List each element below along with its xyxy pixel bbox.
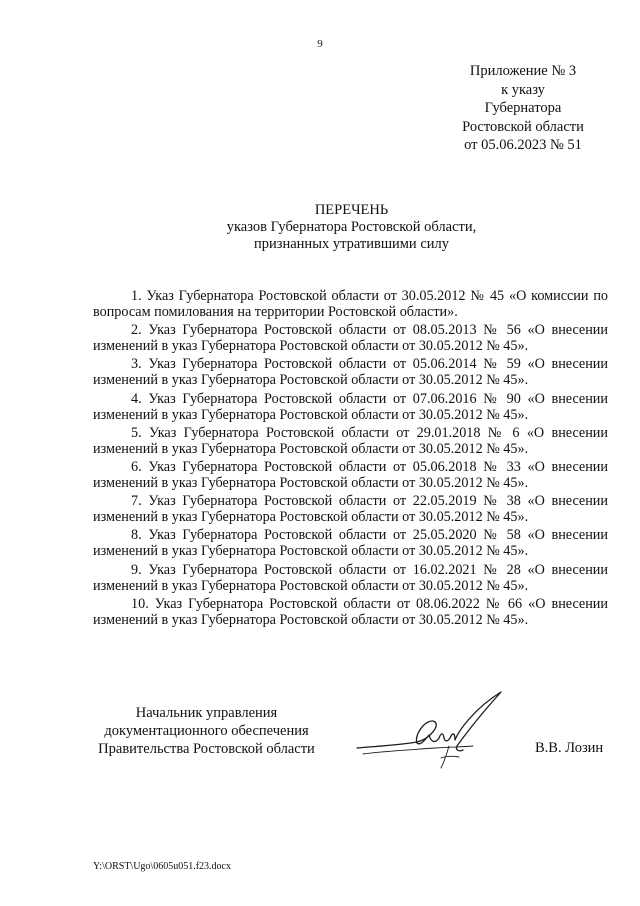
position-line: Начальник управления [135, 705, 278, 721]
position-line: документационного обеспечения [104, 723, 309, 739]
signer-name: В.В. Лозин [535, 740, 604, 756]
list-item: 6. Указ Губернатора Ростовской области от 05.06.2018 № 33 «О внесении изменений в указ Губернатора Ростовской области от 30.05.2012 № 45». [93, 458, 608, 492]
list-item: 3. Указ Губернатора Ростовской области от 05.06.2014 № 59 «О внесении изменений в указ Губернатора Ростовской области от 30.05.2012 № 45». [93, 356, 608, 389]
list-item: 10. Указ Губернатора Ростовской области от 08.06.2022 № 66 «О внесении изменений в указ Губернатора Ростовской области от 30.05.2012 № 45». [93, 595, 608, 628]
appendix-line: Ростовской области [462, 118, 584, 135]
list-item: 7. Указ Губернатора Ростовской области от 22.05.2019 № 38 «О внесении изменений в указ Губернатора Ростовской области от 30.05.2012 № 45». [93, 493, 608, 526]
handwritten-signature [355, 688, 505, 772]
file-path: Y:\ORST\Ugo\0605u051.f23.docx [93, 861, 231, 872]
document-subtitle: указов Губернатора Ростовской области, [226, 219, 477, 235]
list-item: 9. Указ Губернатора Ростовской области от 16.02.2021 № 28 «О внесении изменений в указ Губернатора Ростовской области от 30.05.2012 № 45». [93, 561, 608, 594]
appendix-line: Приложение № 3 [469, 63, 577, 79]
appendix-line: от 05.06.2023 № 51 [464, 137, 582, 153]
list-item: 5. Указ Губернатора Ростовской области от 29.01.2018 № 6 «О внесении изменений в указ Губернатора Ростовской области от 30.05.2012 № 45». [93, 424, 608, 457]
list-item: 4. Указ Губернатора Ростовской области от 07.06.2016 № 90 «О внесении изменений в указ Губернатора Ростовской области от 30.05.2012 № 45». [93, 390, 608, 423]
document-subtitle: признанных утратившими силу [253, 236, 449, 252]
signatory-position [93, 704, 320, 758]
appendix-line: Губернатора [484, 100, 562, 116]
decree-list [93, 288, 608, 630]
list-item: 1. Указ Губернатора Ростовской области от 30.05.2012 № 45 «О комиссии по вопросам помилования на территории Ростовской области». [93, 288, 608, 321]
document-title-block [95, 202, 608, 253]
page-number: 9 [317, 38, 323, 50]
position-line: Правительства Ростовской области [98, 741, 315, 757]
appendix-line: к указу [501, 81, 545, 98]
list-item: 8. Указ Губернатора Ростовской области от 25.05.2020 № 58 «О внесении изменений в указ Губернатора Ростовской области от 30.05.2012 № 45». [93, 527, 608, 560]
list-item: 2. Указ Губернатора Ростовской области от 08.05.2013 № 56 «О внесении изменений в указ Губернатора Ростовской области от 30.05.2012 № 45». [93, 322, 608, 355]
appendix-header [448, 62, 598, 155]
document-heading: ПЕРЕЧЕНЬ [314, 202, 389, 218]
